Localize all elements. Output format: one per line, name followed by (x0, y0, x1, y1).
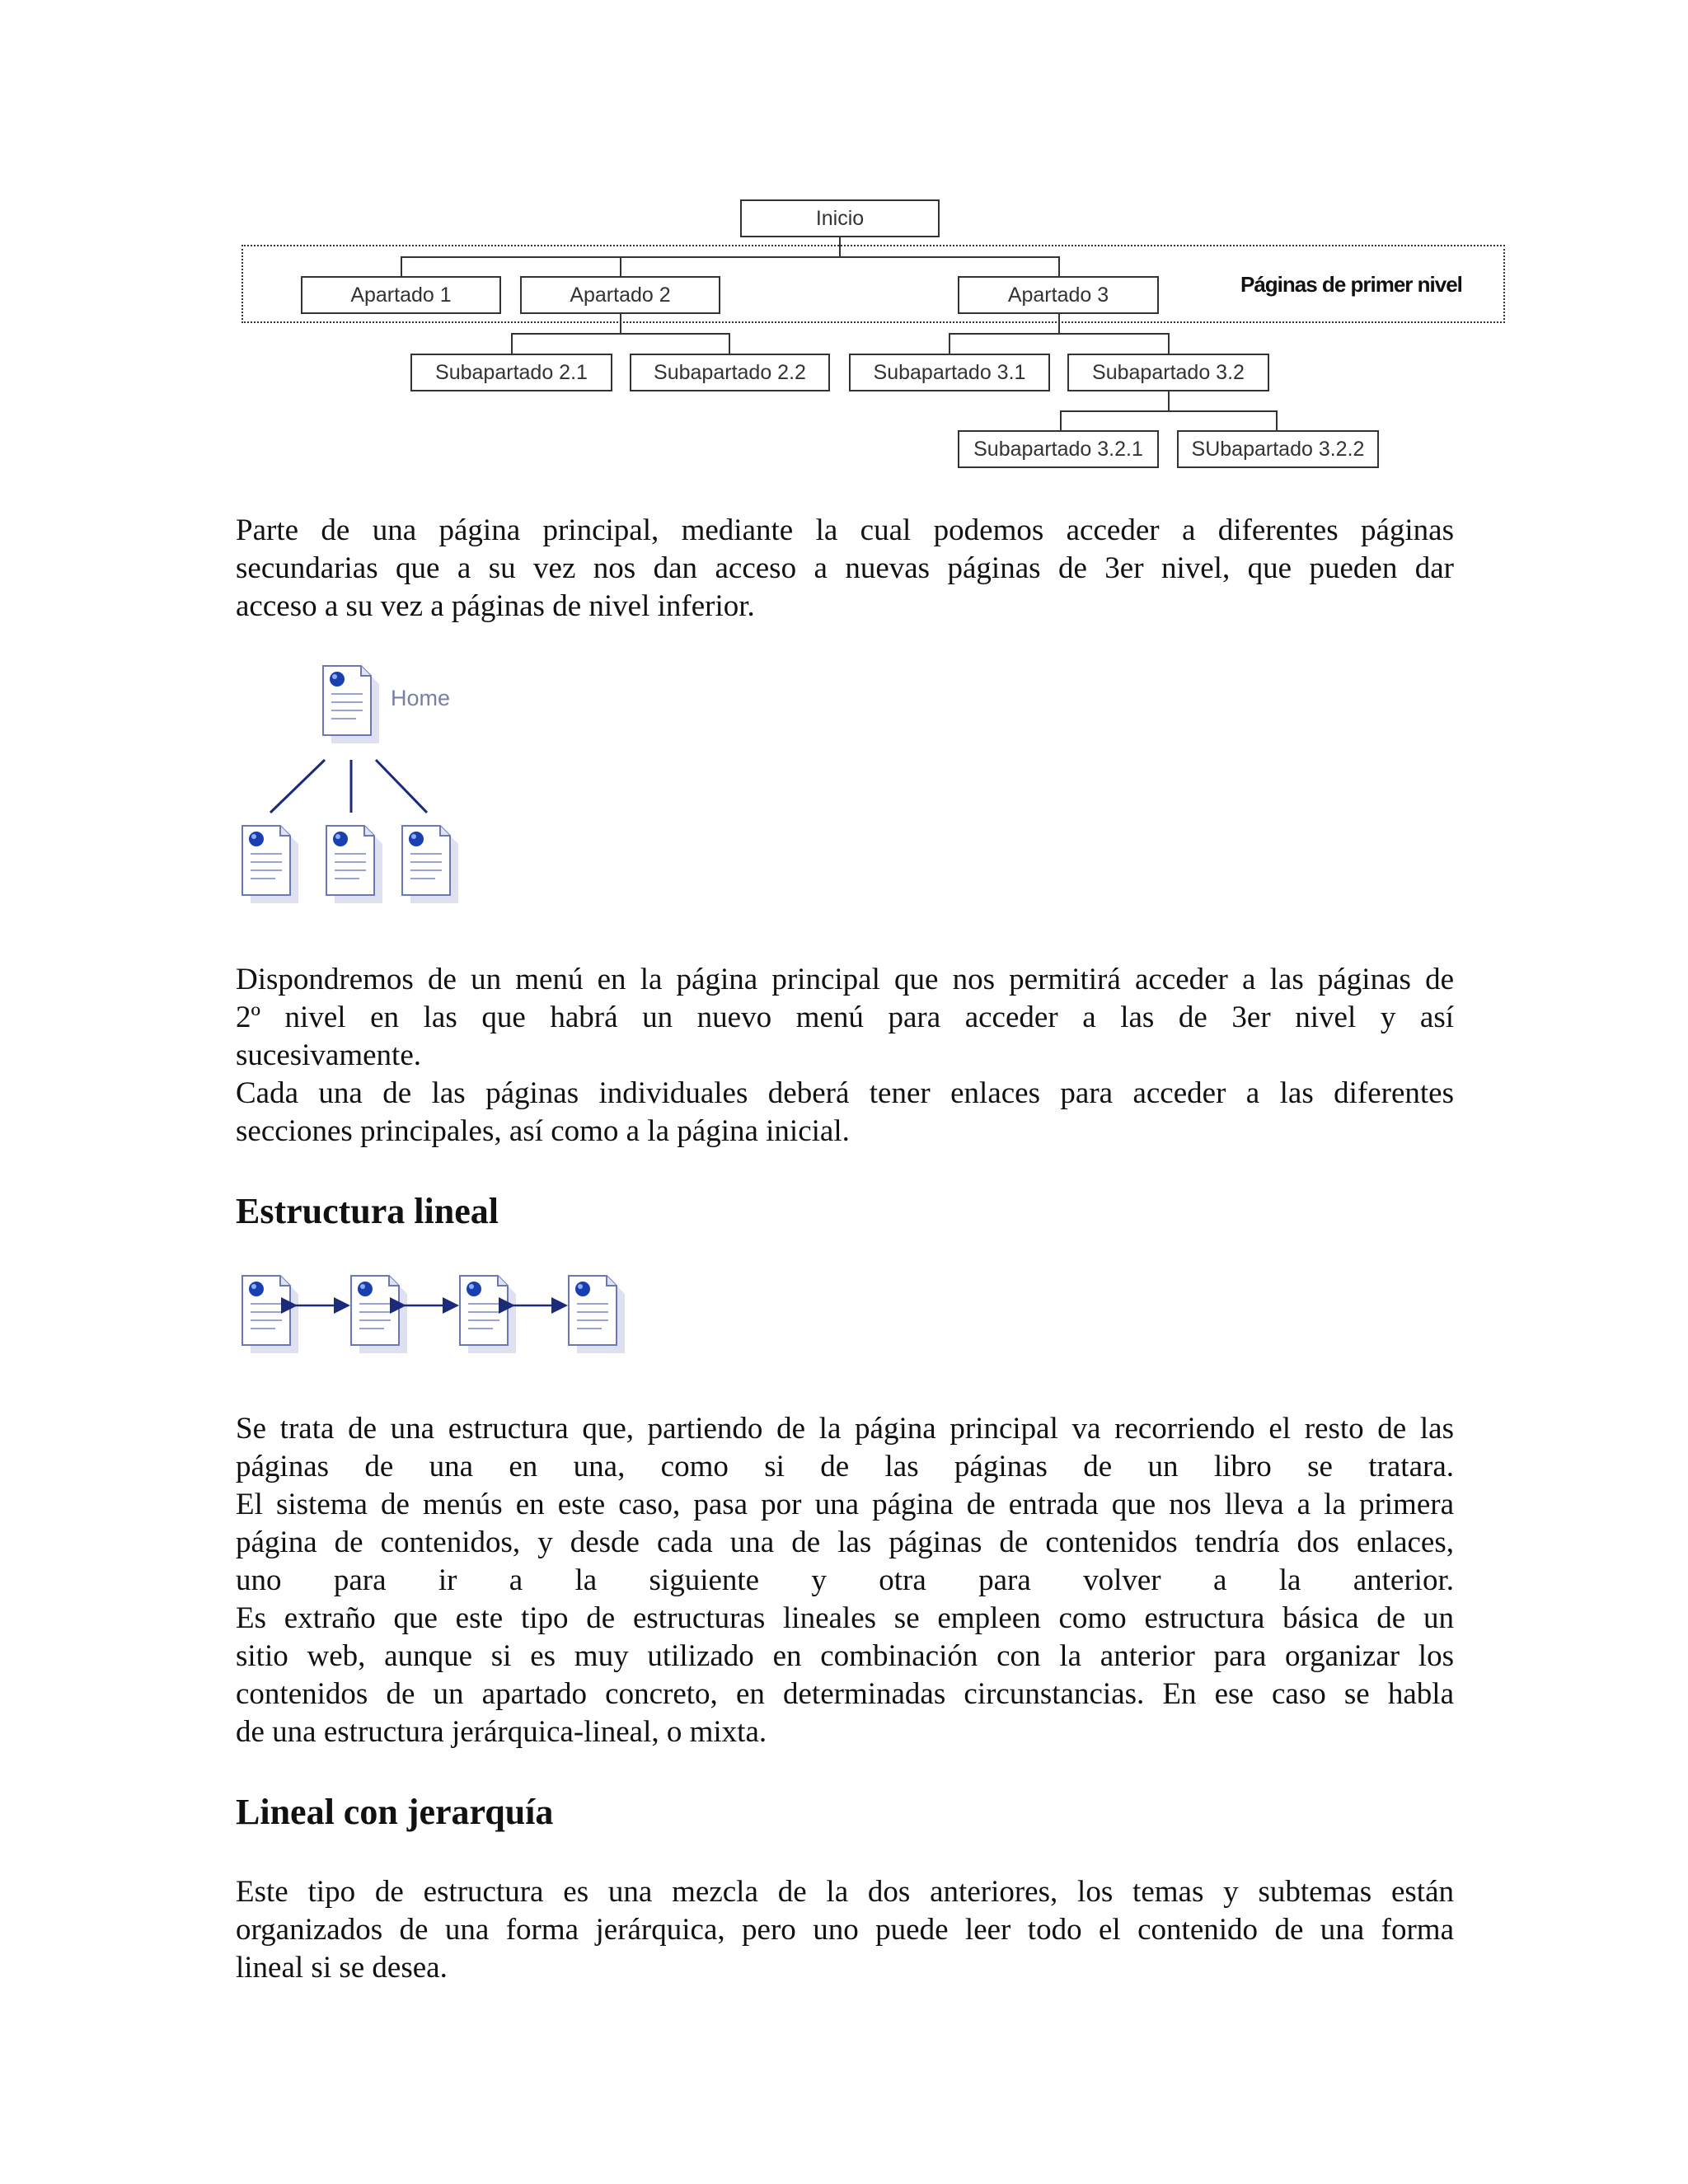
connector (1168, 333, 1170, 354)
linear-page-icon (460, 1276, 516, 1353)
connector (1058, 256, 1060, 277)
paragraph-linear-description: Se trata de una estructura que, partiendo de la página principal va recorriendo el resto de las páginas de una en una, como si de las páginas de un libro se tratara. El sistema de menús en este caso, pasa por una página de entrada que nos lleva a la primera página de contenidos, y desde cada una de las páginas de contenidos tendría dos enlaces, uno para ir a la siguiente y otra para volver a la anterior. Es extraño que este tipo de estructuras lineales se empleen como estructura básica de un sitio web, aunque si es muy utilizado en combinación con la anterior para organizar los contenidos de un apartado concreto, en determinadas circunstancias. En ese caso se habla de una estructura jerárquica-lineal, o mixta. (236, 1412, 1454, 1749)
paragraph-menu-description: Dispondremos de un menú en la página principal que nos permitirá acceder a las páginas de 2º nivel en las que habrá un nuevo menú para acceder a las de 3er nivel y así sucesivamente. Cada una de las páginas individuales deberá tener enlaces para acceder a las diferentes secciones principales, así como a la página inicial. (236, 963, 1454, 1148)
node-apartado-1: Apartado 1 (301, 276, 501, 314)
home-page-icon (323, 666, 379, 743)
paragraph-hierarchical-intro: Parte de una página principal, mediante la cual podemos acceder a diferentes páginas secundarias que a su vez nos dan acceso a nuevas páginas de 3er nivel, que pueden dar acceso a su vez a páginas de nivel inferior. (236, 513, 1454, 623)
tree-line (270, 760, 325, 813)
home-label: Home (391, 686, 451, 710)
child-page-icon (326, 826, 382, 903)
connector (620, 256, 621, 277)
first-level-label: Páginas de primer nivel (1240, 272, 1462, 297)
connector (1276, 410, 1278, 432)
connector (511, 333, 513, 354)
connector (401, 256, 402, 277)
node-subapartado-3-2: Subapartado 3.2 (1067, 354, 1269, 391)
connector (949, 333, 950, 354)
connector (401, 256, 1060, 258)
connector (1058, 314, 1060, 334)
child-page-icon (242, 826, 298, 903)
connector (511, 333, 730, 335)
heading-estructura-lineal: Estructura lineal (236, 1191, 499, 1231)
home-tree-diagram (236, 659, 483, 915)
linear-structure-diagram (236, 1269, 648, 1368)
connector (1060, 410, 1062, 432)
heading-lineal-con-jerarquia: Lineal con jerarquía (236, 1792, 554, 1832)
tree-line (376, 760, 427, 813)
node-subapartado-2-2: Subapartado 2.2 (630, 354, 830, 391)
connector (1168, 391, 1170, 411)
connector (729, 333, 730, 354)
node-apartado-3: Apartado 3 (958, 276, 1159, 314)
node-apartado-2: Apartado 2 (520, 276, 720, 314)
node-subapartado-2-1: Subapartado 2.1 (410, 354, 612, 391)
paragraph-mixed-description: Este tipo de estructura es una mezcla de la dos anteriores, los temas y subtemas están organizados de una forma jerárquica, pero uno puede leer todo el contenido de una forma lineal si se desea. (236, 1875, 1454, 1985)
linear-page-icon (242, 1276, 298, 1353)
linear-page-icon (351, 1276, 407, 1353)
node-inicio: Inicio (740, 199, 940, 237)
node-subapartado-3-2-2: SUbapartado 3.2.2 (1177, 430, 1379, 468)
connector (949, 333, 1170, 335)
node-subapartado-3-2-1: Subapartado 3.2.1 (958, 430, 1159, 468)
connector (1060, 410, 1278, 412)
node-subapartado-3-1: Subapartado 3.1 (849, 354, 1050, 391)
linear-page-icon (569, 1276, 625, 1353)
connector (620, 314, 621, 334)
child-page-icon (402, 826, 458, 903)
connector (839, 237, 841, 257)
